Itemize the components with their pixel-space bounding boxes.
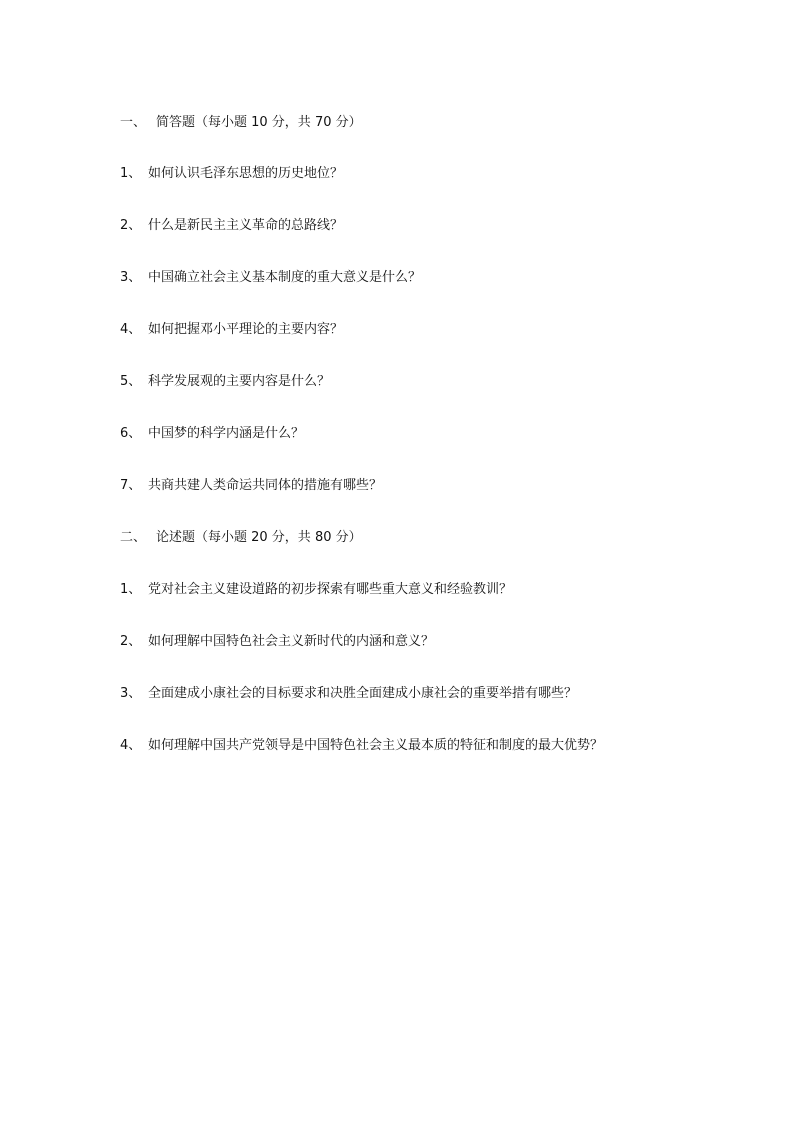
question-text: 共商共建人类命运共同体的措施有哪些？ <box>148 478 383 493</box>
question-number: 3、 <box>120 686 142 701</box>
section-number: 一、 <box>120 115 147 130</box>
section-title: 论述题（每小题 20 分，共 80 分） <box>156 530 362 545</box>
question-item <box>120 373 330 391</box>
section-number: 二、 <box>120 530 147 545</box>
question-item <box>120 425 304 443</box>
question-text: 如何认识毛泽东思想的历史地位？ <box>148 166 344 181</box>
question-item <box>120 685 577 703</box>
question-text: 如何理解中国特色社会主义新时代的内涵和意义？ <box>148 634 435 649</box>
question-number: 4、 <box>120 738 142 753</box>
section-heading-1 <box>120 114 362 132</box>
section-title: 简答题（每小题 10 分，共 70 分） <box>156 115 362 130</box>
section-heading-2 <box>120 529 362 547</box>
question-item <box>120 581 512 599</box>
question-number: 2、 <box>120 634 142 649</box>
question-number: 4、 <box>120 322 142 337</box>
question-text: 全面建成小康社会的目标要求和决胜全面建成小康社会的重要举措有哪些？ <box>148 686 578 701</box>
question-text: 科学发展观的主要内容是什么？ <box>148 374 331 389</box>
question-text: 如何理解中国共产党领导是中国特色社会主义最本质的特征和制度的最大优势？ <box>148 738 604 753</box>
question-item <box>120 217 343 235</box>
question-number: 2、 <box>120 218 142 233</box>
question-text: 党对社会主义建设道路的初步探索有哪些重大意义和经验教训？ <box>148 582 513 597</box>
question-number: 1、 <box>120 582 142 597</box>
question-text: 中国确立社会主义基本制度的重大意义是什么？ <box>148 270 422 285</box>
question-text: 中国梦的科学内涵是什么？ <box>148 426 305 441</box>
question-text: 什么是新民主主义革命的总路线？ <box>148 218 344 233</box>
question-item <box>120 477 382 495</box>
question-item <box>120 737 603 755</box>
question-item <box>120 165 343 183</box>
question-text: 如何把握邓小平理论的主要内容？ <box>148 322 344 337</box>
question-item <box>120 269 421 287</box>
question-number: 7、 <box>120 478 142 493</box>
question-item <box>120 633 434 651</box>
question-number: 1、 <box>120 166 142 181</box>
question-item <box>120 321 343 339</box>
question-number: 3、 <box>120 270 142 285</box>
question-number: 5、 <box>120 374 142 389</box>
question-number: 6、 <box>120 426 142 441</box>
